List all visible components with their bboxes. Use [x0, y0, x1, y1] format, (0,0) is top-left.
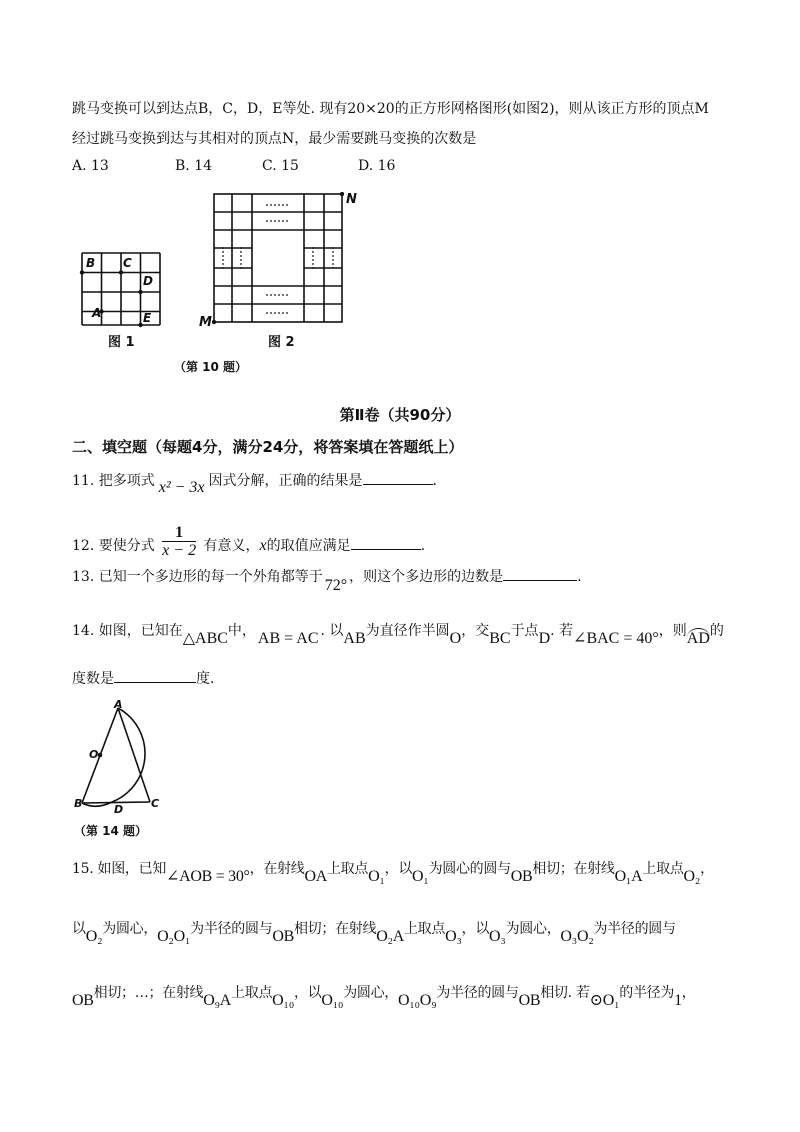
- q14-equality: AB = AC: [257, 630, 319, 647]
- question-14-line2: [72, 668, 214, 688]
- q14-t6: 于点: [510, 623, 539, 639]
- q15-l1-9: OB: [510, 868, 533, 885]
- q14-t11: 度.: [196, 671, 215, 687]
- q10-option-b: B. 14: [175, 158, 213, 174]
- q11-end: .: [432, 473, 437, 489]
- q15-l3-15: ，: [681, 985, 696, 1001]
- question-11: [72, 470, 437, 496]
- fig2-point-m: M: [199, 315, 212, 330]
- q14-t9: 的: [709, 623, 724, 639]
- question-13: [72, 566, 582, 594]
- q10-line1: 跳马变换可以到达点B，C，D，E等处. 现有20×20的正方形网格图形(如图2)，则从该正方形的顶点M: [72, 101, 709, 117]
- q14-angle: ∠BAC = 40°: [573, 630, 659, 647]
- q15-l3-3: 上取点: [231, 985, 273, 1001]
- q14-t7: . 若: [550, 623, 574, 639]
- q14-fig-point-o: O: [89, 748, 99, 761]
- q14-t1: 14. 如图，已知在: [72, 623, 183, 639]
- q11-answer-blank[interactable]: [363, 483, 433, 485]
- q14-t3: . 以: [320, 623, 344, 639]
- q15-l3-12: ⊙O₁: [589, 992, 620, 1009]
- q14-t2: 中，: [227, 623, 256, 639]
- q14-t4: 为直径作半圆: [365, 623, 450, 639]
- q12-text: 的取值应满足: [266, 538, 351, 554]
- q15-l3-9: 为半径的圆与: [436, 985, 519, 1001]
- q13-angle: 72°: [324, 577, 348, 594]
- q14-arc-ad: AD: [686, 630, 710, 647]
- q11-prefix: 11. 把多项式: [72, 473, 155, 489]
- q15-l1-14: ，: [700, 861, 714, 877]
- q14-o: O: [449, 630, 462, 647]
- fig1-point-d: D: [143, 274, 153, 288]
- q15-l3-1: 相切；…；在射线: [93, 985, 204, 1001]
- q15-l2-0: 以: [72, 921, 86, 937]
- q13-answer-blank[interactable]: [503, 579, 577, 581]
- question-15-line3: [72, 982, 696, 1009]
- q15-l3-10: OB: [518, 992, 541, 1009]
- q15-l3-0: OB: [72, 992, 94, 1009]
- q15-l2-11: O₃: [489, 928, 506, 945]
- q13-prefix: 13. 已知一个多边形的每一个外角都等于: [72, 569, 323, 585]
- section2-title: 二、填空题（每题4分，满分24分，将答案填在答题纸上）: [72, 438, 464, 456]
- q10-option-d: D. 16: [358, 158, 396, 174]
- q14-bc: BC: [489, 630, 511, 647]
- q15-l1-10: 相切；在射线: [532, 861, 615, 877]
- q15-l1-2: ，在射线: [249, 861, 305, 877]
- q15-l3-7: 为圆心，: [343, 985, 398, 1001]
- q10-figure1-grid: [70, 245, 170, 335]
- q15-l2-4: 为半径的圆与: [190, 921, 273, 937]
- q15-l1-13: O₂: [683, 868, 701, 885]
- q15-l3-2: O₉A: [203, 992, 232, 1009]
- q15-l2-8: 上取点: [403, 921, 446, 937]
- q15-l1-8: 为圆心的圆与: [428, 861, 511, 877]
- q15-l1-4: 上取点: [326, 861, 369, 877]
- q10-figure2-grid: [212, 192, 344, 326]
- question-12: [72, 524, 426, 564]
- q14-t5: ，交: [461, 623, 490, 639]
- question-15-line2: [72, 918, 676, 945]
- fig1-label: 图 1: [108, 335, 135, 350]
- q15-l3-6: O₁₀: [321, 992, 344, 1009]
- q11-expression: x² − 3x: [158, 479, 205, 496]
- q15-l1-6: ，以: [384, 861, 413, 877]
- question-15-line1: [72, 858, 714, 885]
- q15-l3-14: 1: [674, 992, 682, 1009]
- q14-fig-point-d: D: [114, 803, 124, 816]
- q15-l1-0: 15. 如图，已知: [72, 861, 167, 877]
- q14-fig-point-b: B: [74, 797, 83, 810]
- q15-l3-8: O₁₀O₉: [398, 992, 437, 1009]
- q15-l2-3: O₂O₁: [157, 928, 191, 945]
- q15-l2-13: O₃O₂: [560, 928, 594, 945]
- q10-caption: （第 10 题）: [174, 360, 248, 374]
- q15-l3-13: 的半径为: [619, 985, 675, 1001]
- q15-l3-5: ，以: [293, 985, 322, 1001]
- q15-l1-11: O₁A: [614, 868, 643, 885]
- q15-l2-9: O₃: [445, 928, 462, 945]
- q14-triangle: △ABC: [182, 630, 228, 647]
- fig2-label: 图 2: [268, 335, 295, 350]
- q14-fig-point-a: A: [114, 698, 123, 711]
- q14-d: D: [538, 630, 551, 647]
- q12-fraction: [162, 524, 196, 560]
- q15-l3-11: 相切. 若: [540, 985, 590, 1001]
- q15-l1-5: O₁: [368, 868, 385, 885]
- q15-l2-5: OB: [272, 928, 294, 945]
- q13-end: .: [577, 569, 582, 585]
- q15-l2-14: 为半径的圆与: [593, 921, 676, 937]
- q12-numerator: 1: [162, 524, 196, 542]
- fig1-point-e: E: [143, 311, 152, 325]
- q14-figure: [70, 698, 180, 818]
- q15-l3-4: O₁₀: [272, 992, 294, 1009]
- q12-denominator: x − 2: [162, 542, 197, 559]
- q14-t8: ，则: [658, 623, 687, 639]
- q15-l1-12: 上取点: [642, 861, 684, 877]
- q15-l2-10: ，以: [461, 921, 490, 937]
- question-14-line1: [72, 620, 724, 647]
- part2-title: 第Ⅱ卷（共90分）: [339, 406, 461, 424]
- fig2-point-n: N: [346, 192, 357, 207]
- q14-t10: 度数是: [72, 671, 114, 687]
- q14-fig-point-c: C: [151, 797, 160, 810]
- q10-option-c: C. 15: [262, 158, 299, 174]
- q10-line2: 经过跳马变换到达与其相对的顶点N，最少需要跳马变换的次数是: [72, 131, 477, 147]
- q15-l2-7: O₂A: [376, 928, 404, 945]
- q10-option-a: A. 13: [72, 158, 109, 174]
- q12-end: .: [420, 538, 426, 554]
- q12-middle: 有意义，: [203, 538, 260, 554]
- q14-answer-blank[interactable]: [114, 681, 196, 683]
- q15-l2-2: 为圆心，: [102, 921, 158, 937]
- q15-l2-6: 相切；在射线: [293, 921, 377, 937]
- q12-answer-blank[interactable]: [351, 548, 421, 550]
- fig1-point-c: C: [123, 256, 132, 270]
- fig1-point-a: A: [92, 306, 102, 320]
- q15-l2-12: 为圆心，: [505, 921, 561, 937]
- q15-l1-3: OA: [304, 868, 327, 885]
- q15-l2-1: O₂: [85, 928, 103, 945]
- q15-l1-7: O₁: [412, 868, 429, 885]
- q14-ab: AB: [343, 630, 366, 647]
- q12-variable: x: [259, 537, 267, 554]
- q11-text: 因式分解，正确的结果是: [208, 473, 363, 489]
- q14-caption: （第 14 题）: [74, 824, 148, 838]
- q12-prefix: 12. 要使分式: [72, 538, 155, 554]
- fig1-point-b: B: [86, 256, 96, 270]
- q13-text: ，则这个多边形的边数是: [349, 569, 504, 585]
- q15-l1-1: ∠AOB = 30°: [166, 868, 250, 885]
